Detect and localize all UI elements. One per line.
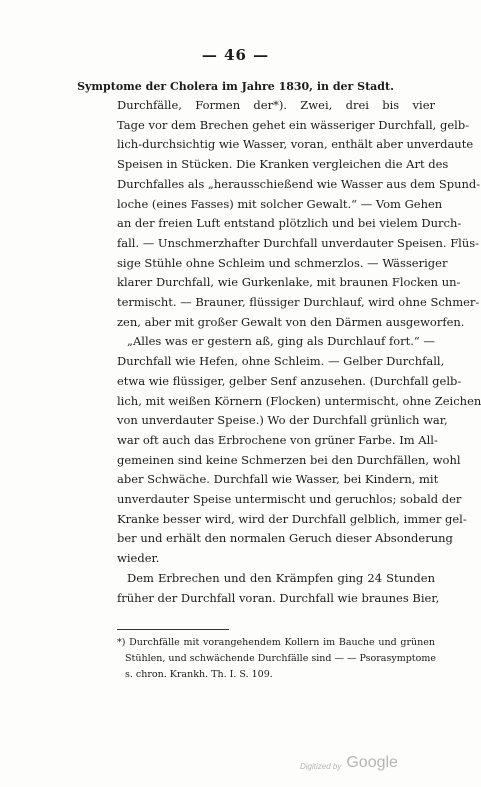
digitized-watermark <box>300 752 420 772</box>
body-line: fall. — Unschmerzhafter Durchfall unverdauter Speisen. Flüs- <box>117 235 480 250</box>
body-line: lich, mit weißen Körnern (Flocken) untermischt, ohne Zeichen <box>117 393 481 408</box>
google-logo: Google <box>346 754 398 771</box>
body-line: früher der Durchfall voran. Durchfall wie braunes Bier, <box>117 590 440 605</box>
body-line: zen, aber mit großer Gewalt von den Därmen ausgeworfen. <box>117 314 465 329</box>
body-line: Kranke besser wird, wird der Durchfall gelblich, immer gel- <box>117 511 467 526</box>
body-line: wieder. <box>117 551 160 566</box>
body-line: klarer Durchfall, wie Gurkenlake, mit braunen Flocken un- <box>117 275 461 290</box>
digitized-label: Digitized by <box>300 762 342 771</box>
body-line: termischt. — Brauner, flüssiger Durchlauf, wird ohne Schmer- <box>117 295 480 310</box>
body-text <box>117 96 481 608</box>
body-line: Tage vor dem Brechen gehet ein wässeriger Durchfall, gelb- <box>117 117 470 132</box>
footnote-divider <box>117 629 229 630</box>
body-line: Durchfall wie Hefen, ohne Schleim. — Gelber Durchfall, <box>117 354 445 369</box>
body-line: war oft auch das Erbrochene von grüner Farbe. Im All- <box>117 432 438 447</box>
body-line: sige Stühle ohne Schleim und schmerzlos. — Wässeriger <box>117 255 448 270</box>
footnote <box>117 635 435 683</box>
body-line: loche (eines Fasses) mit solcher Gewalt.“ — Vom Gehen <box>117 196 443 211</box>
body-line: ber und erhält den normalen Geruch dieser Absonderung <box>117 531 453 546</box>
body-line: von unverdauter Speise.) Wo der Durchfall grünlich war, <box>117 413 448 428</box>
body-line: Durchfalles als „herausschießend wie Wasser aus dem Spund- <box>117 176 481 191</box>
body-line: gemeinen sind keine Schmerzen bei den Durchfällen, wohl <box>117 452 461 467</box>
page-number: — 46 — <box>201 46 270 64</box>
body-line: „Alles was er gestern aß, ging als Durchlauf fort.“ — <box>127 334 435 349</box>
body-line: etwa wie flüssiger, gelber Senf anzusehen. (Durchfall gelb- <box>117 373 462 388</box>
body-line: unverdauter Speise untermischt und geruchlos; sobald der <box>117 492 462 507</box>
running-title: Symptome der Cholera im Jahre 1830, in der Stadt. <box>77 80 394 93</box>
body-line: an der freien Luft entstand plötzlich und bei vielem Durch- <box>117 216 462 231</box>
body-line: lich-durchsichtig wie Wasser, voran, enthält aber unverdaute <box>117 137 474 152</box>
body-line: Speisen in Stücken. Die Kranken vergleichen die Art des <box>117 157 449 172</box>
body-line: aber Schwäche. Durchfall wie Wasser, bei Kindern, mit <box>117 472 439 487</box>
body-line: Durchfälle, Formen der*). Zwei, drei bis vier <box>117 98 435 112</box>
footnote-line: *) Durchfälle mit vorangehendem Kollern im Bauche und grünen <box>117 637 435 648</box>
body-line: Dem Erbrechen und den Krämpfen ging 24 Stunden <box>127 570 435 585</box>
footnote-line: s. chron. Krankh. Th. I. S. 109. <box>125 669 273 680</box>
footnote-line: Stühlen, und schwächende Durchfälle sind — — Psorasymptome <box>125 653 436 664</box>
